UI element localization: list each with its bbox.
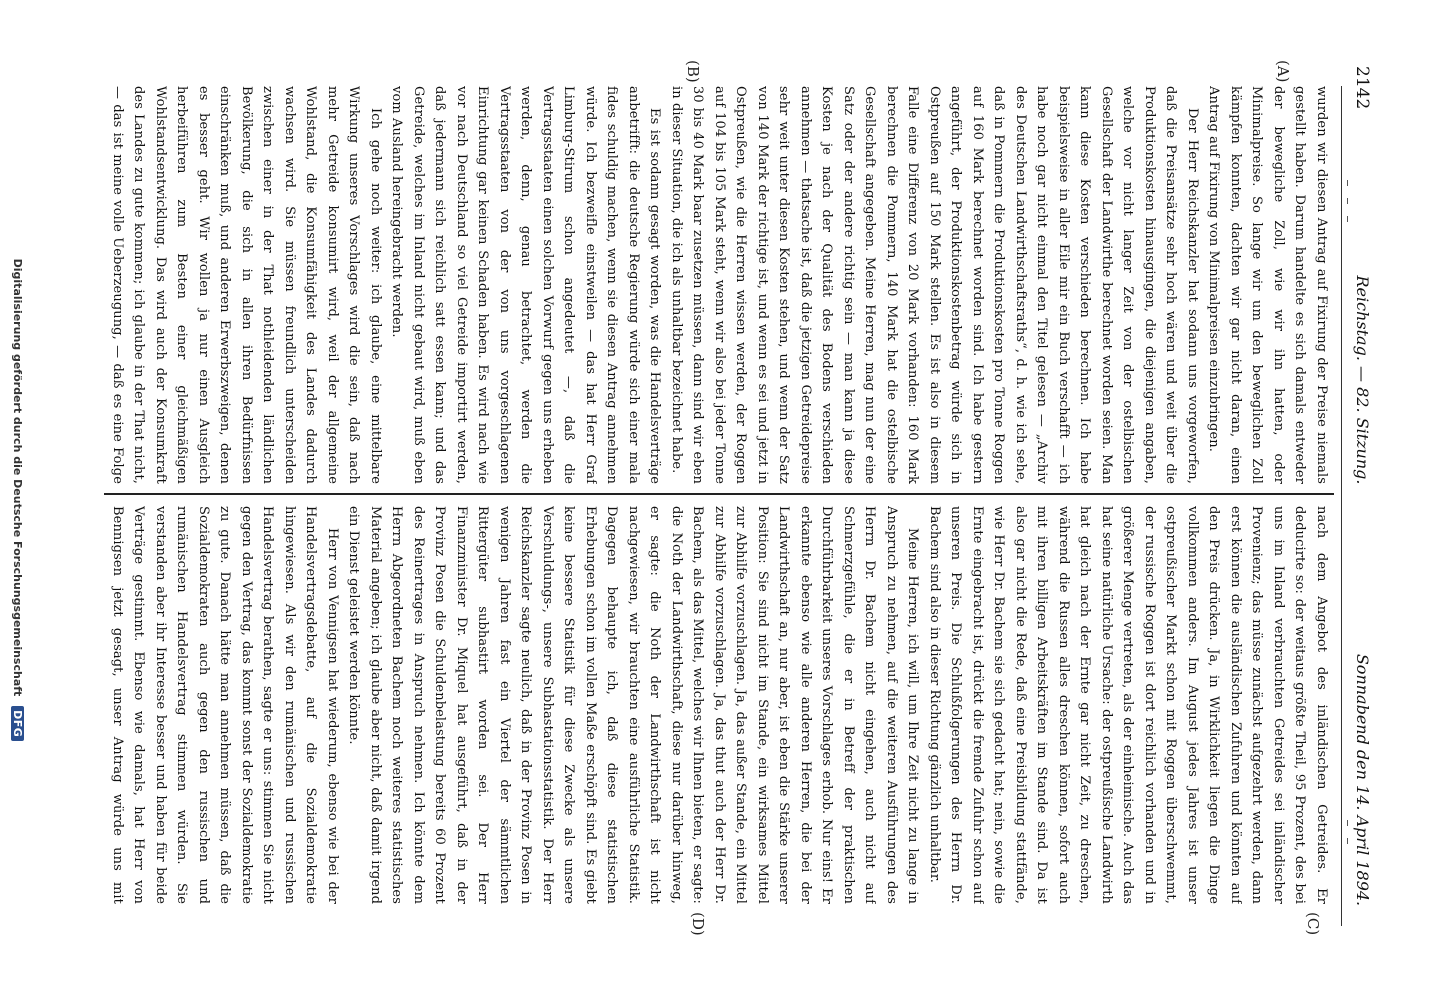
margin-marker-d: (D) bbox=[689, 912, 707, 936]
header-rule-dash bbox=[1347, 820, 1348, 826]
header-rule-dash bbox=[1347, 216, 1348, 222]
dfg-logo: DFG bbox=[11, 706, 24, 741]
header-rule-dash bbox=[1347, 838, 1348, 844]
paragraph: Der Herr Reichskanzler hat sodann uns vorgeworfen, daß die Preisansätze sehr hoch wären und weit über die Produktionskosten hinausgingen, die diejenigen angaben, welche vor nicht langer Zeit von der ostelbischen Gesellschaft der Landwirthe berechnet worden seien. Man kann diese Kosten verschieden berechnen. Ich habe beispielsweise in aller Eile mir ein Buch verschafft — ich habe noch gar nicht einmal den Titel gelesen — „Archiv des Deutschen Landwirthschaftsraths“, d. h. wie ich sehe, daß in Pommern die Produktionskosten pro Tonne Roggen auf 160 Mark berechnet worden sind. Ich habe gestern angeführt, der Produktionskostenbetrag würde sich in Ostpreußen auf 150 Mark stellen. Es ist also in diesem Falle eine Differenz von 20 Mark vorhanden: 160 Mark berechnen die Pommern, 140 Mark hat die ostelbische Gesellschaft angegeben. Meine Herren, mag nun der eine Satz oder der andere richtig sein — man kann ja diese Kosten je nach der Qualität des Bodens verschieden annehmen — thatsache ist, daß die jetzigen Getreidepreise sehr weit unter diesen Kosten stehen, und wenn der Satz von 140 Mark der richtige ist, und wenn es sei und jetzt in Ostpreußen, wie die Herren wissen werden, der Roggen auf 104 bis 105 Mark steht, wenn wir also bei jeder Tonne 30 bis 40 Mark baar zusetzen müssen, dann sind wir eben in dieser Situation, die ich als unhaltbar bezeichnet habe. bbox=[669, 86, 1200, 484]
paragraph: nach dem Angebot des inländischen Getreides. Er deducirte so: der weitaus größte Theil, 95 Prozent, des bei uns im Inland verbrauchten Getreides sei inländischer Provenienz; das müsse zunächst aufgezehrt werden, dann erst können die ausländischen Zufuhren und könnten auf den Preis drücken. Ja, in Wirklichkeit liegen die Dinge vollkommen anders. Im August jedes Jahres ist unser ostpreußischer Markt schon mit Roggen überschwemmt, der russische Roggen ist dort reichlich vorhanden und in größerer Menge vertreten, als der einheimische. Auch das hat seine natürliche Ursache: der ostpreußische Landwirth hat gleich nach der Ernte gar nicht Zeit, zu dreschen, während die Russen alles dreschen können, sofort auch mit ihren billigen Arbeitskräften im Stande sind. Da ist also gar nicht die Rede, daß eine Preisbildung stattfände, wie Herr Dr. Bachem sie sich gedacht hat; nein, sowie die Ernte eingebracht ist, drückt die fremde Zufuhr schon auf unseren Preis. Die Schlußfolgerungen des Herrn Dr. Bachem sind also in dieser Richtung gänzlich unhaltbar. bbox=[927, 506, 1329, 904]
header-rule-dash bbox=[1347, 198, 1348, 204]
session-title: Reichstag. — 82. Sitzung. bbox=[1353, 275, 1372, 485]
column-divider bbox=[104, 493, 1334, 495]
margin-marker-b: (B) bbox=[684, 60, 702, 83]
digitization-credit bbox=[11, 0, 24, 1000]
text-column-right bbox=[104, 506, 1332, 904]
margin-marker-a: (A) bbox=[1274, 60, 1292, 83]
paragraph: Herr von Vennigsen hat wiederum, ebenso wie bei der Handelsvertragsdebatte, auf die Sozialdemokratie hingewiesen. Als wir den rumänischen und russischen Handelsvertrag berathen, sagte er uns: stimmen Sie nicht gegen den Vertrag, das kommt sonst der Sozialdemokratie zu gute. Danach hätte man annehmen müssen, daß die Sozialdemokraten auch gegen den russischen und rumänischen Handelsvertrag stimmen würden. Sie verstanden aber ihr Interesse besser und haben für beide Verträge gestimmt. Ebenso wie damals, hat Herr von Bennigsen jetzt gesagt, unser Antrag würde uns mit bbox=[110, 506, 340, 904]
page-number: 2142 bbox=[1352, 66, 1372, 110]
running-header bbox=[1342, 60, 1382, 960]
paragraph: Ich gehe noch weiter: ich glaube, eine mittelbare Wirkung unseres Vorschlages wird die sein, daß nach mehr Getreide konsumirt wird, weil der allgemeine Wohlstand, die Konsumfähigkeit des Landes dadurch wachsen wird. Sie müssen freundlich unterscheiden zwischen einer in der That nothleidenden ländlichen Bevölkerung, die sich in allen ihren Bedürfnissen einschränken muß, und anderen Erwerbszweigen, denen es besser geht. Wir wollen ja nur einen Ausgleich herbeiführen zum Besten einer gleichmäßigen Wohlstandsentwicklung. Das wird auch der Konsumkraft des Landes zu gute kommen; ich glaube in der That nicht, — das ist meine volle Ueberzeugung, — daß es eine Folge bbox=[110, 86, 383, 484]
header-rule-dash bbox=[1347, 180, 1348, 186]
session-date: Sonnabend den 14. April 1894. bbox=[1353, 653, 1372, 907]
paragraph: Meine Herren, ich will, um Ihre Zeit nicht zu lange in Anspruch zu nehmen, auf die weiteren Ausführungen des Herrn Dr. Bachem nicht eingehen, auch nicht auf Schmerzgefühle, die er in Betreff der praktischen Durchführbarkeit unseres Vorschlages erhob. Nur eins! Er erkannte ebenso wie alle anderen Herren, die bei der Landwirthschaft an, nur aber, ist eben die Stärke unserer Position: Sie sind nicht im Stande, ein wirksames Mittel zur Abhilfe vorzuschlagen. Ja, das außer Stande, ein Mittel zur Abhilfe vorzuschlagen. Ja, das thut auch der Herr Dr. Bachem, als das Mittel, welches wir Ihnen bieten, er sagte: die Noth der Landwirthschaft, diese nur darüber hinweg, er sagte: die Noth der Landwirthschaft ist nicht nachgewiesen, wir brauchten eine ausführliche Statistik. Dagegen behaupte ich, daß diese statistischen Erhebungen schon im vollen Maße erschöpft sind. Es giebt keine bessere Statistik für diese Zwecke als unsere Verschuldungs-, unsere Subhastationsstatistik. Der Herr Reichskanzler sagte neulich, daß in der Provinz Posen in wenigen Jahren fast ein Viertel der sämmtlichen Rittergüter subhastirt worden sei. Der Herr Finanzminister Dr. Miquel hat ausgeführt, daß in der Provinz Posen die Schuldenbelastung bereits 60 Prozent des Reinertrages in Anspruch nehmen. Ich könnte dem Herrn Abgeordneten Bachem noch weiteres statistisches Material angeben; ich glaube aber nicht, daß damit irgend ein Dienst geleistet werden könnte. bbox=[346, 506, 921, 904]
text-column-left bbox=[104, 86, 1332, 484]
credit-text: Digitalisierung gefördert durch die Deutsche Forschungsgemeinschaft bbox=[11, 258, 24, 697]
margin-marker-c: (C) bbox=[1304, 912, 1322, 936]
paragraph: Es ist sodann gesagt worden, was die Handelsverträge anbetrifft: die deutsche Regierung würde sich einer mala fides schuldig machen, wenn sie diesen Antrag annehmen würde. Ich bezweifle einstweilen — das hat Herr Graf Limburg-Stirum schon angedeutet —, daß die Vertragsstaaten einen solchen Vorwurf gegen uns erheben werden, denn, genau betrachtet, werden die Vertragsstaaten von der von uns vorgeschlagenen Einrichtung gar keinen Schaden haben. Es wird nach wie vor nach Deutschland so viel Getreide importirt werden, daß jedermann sich reichlich satt essen kann; und das Getreide, welches im Inland nicht gebaut wird, muß eben vom Ausland hereingebracht werden. bbox=[389, 86, 663, 484]
paragraph: wurden wir diesen Antrag auf Fixirung der Preise niemals gestellt haben. Darum handelte es sich damals entweder der bewegliche Zoll, wie wir ihn hatten, oder Minimalpreise. So lange wir um den beweglichen Zoll kämpfen konnten, dachten wir gar nicht daran, einen Antrag auf Fixirung von Minimalpreisen einzubringen. bbox=[1206, 86, 1329, 484]
header-rule bbox=[1341, 86, 1342, 926]
